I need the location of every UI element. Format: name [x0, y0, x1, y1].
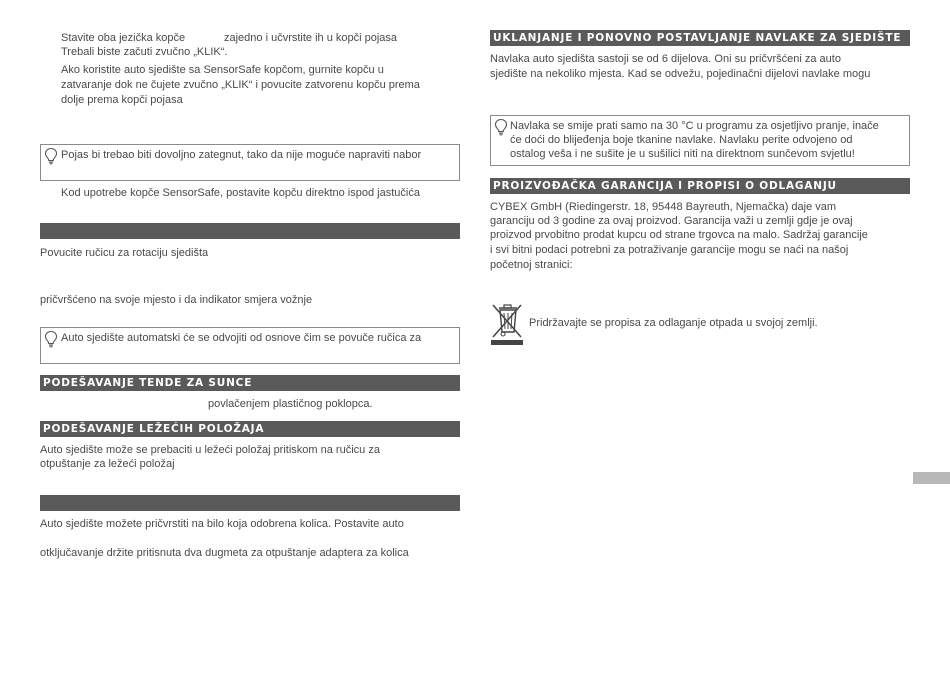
note-washing-line-2: će doći do blijeđenja boje tkanine navlake. Navlaku perite odvojeno od	[510, 134, 853, 146]
section-heading-cover-removal: UKLANJANJE I PONOVNO POSTAVLJANJE NAVLAKE ZA SJEDIŠTE	[490, 30, 910, 46]
left-paragraph-6: povlačenjem plastičnog poklopca.	[208, 398, 373, 410]
left-paragraph-7-line-2: otpuštanje za ležeći položaj	[40, 458, 175, 470]
right-paragraph-2-line-1: CYBEX GmbH (Riedingerstr. 18, 95448 Bayreuth, Njemačka) daje vam	[490, 201, 837, 213]
note-washing-line-1: Navlaka se smije prati samo na 30 °C u programu za osjetljivo pranje, inače	[510, 120, 879, 132]
left-paragraph-1-line-1a: Stavite oba jezička kopče	[61, 32, 186, 44]
right-paragraph-2-line-2: garanciju od 3 godine za ovaj proizvod. Garancija važi u zemlji gdje je ovaj	[490, 215, 853, 227]
note-box-base-release	[40, 327, 460, 364]
section-heading-sun-canopy: PODEŠAVANJE TENDE ZA SUNCE	[40, 375, 460, 391]
section-heading-bar-stroller	[40, 495, 460, 511]
right-paragraph-2-line-5: početnoj stranici:	[490, 259, 573, 271]
left-paragraph-2-line-1: Ako koristite auto sjedište sa SensorSafe kopčom, gurnite kopču u	[61, 64, 384, 76]
left-paragraph-9: otključavanje držite pritisnuta dva dugmeta za otpuštanje adaptera za kolica	[40, 547, 409, 559]
disposal-text: Pridržavajte se propisa za odlaganje otpada u svojoj zemlji.	[529, 317, 818, 329]
right-paragraph-1-line-1: Navlaka auto sjedišta sastoji se od 6 dijelova. Oni su pričvršćeni za auto	[490, 53, 841, 65]
note-base-release-text: Auto sjedište automatski će se odvojiti od osnove čim se povuče ručica za	[61, 332, 422, 344]
section-heading-bar-rotation	[40, 223, 460, 239]
note-box-belt	[40, 144, 460, 181]
crossed-out-wheelie-bin-icon	[490, 300, 524, 346]
right-paragraph-1-line-2: sjedište na nekoliko mjesta. Kad se odvežu, pojedinačni dijelovi navlake mogu	[490, 68, 871, 80]
page-edge-tab	[913, 472, 950, 484]
lightbulb-icon	[494, 118, 508, 136]
section-heading-warranty: PROIZVOĐAČKA GARANCIJA I PROPISI O ODLAGANJU	[490, 178, 910, 194]
left-paragraph-2-line-3: dolje prema kopči pojasa	[61, 94, 183, 106]
lightbulb-icon	[44, 330, 58, 348]
note-belt-text: Pojas bi trebao biti dovoljno zategnut, tako da nije moguće napraviti nabor	[61, 149, 422, 161]
left-paragraph-7-line-1: Auto sjedište može se prebaciti u ležeći položaj pritiskom na ručicu za	[40, 444, 380, 456]
note-washing-line-3: ostalog veša i ne sušite je u sušilici niti na direktnom sunčevom svjetlu!	[510, 148, 855, 160]
note-box-washing	[490, 115, 910, 166]
section-heading-reclining: PODEŠAVANJE LEŽEĆIH POLOŽAJA	[40, 421, 460, 437]
left-paragraph-1-line-2: Trebali biste začuti zvučno „KLIK“.	[61, 46, 228, 58]
left-paragraph-5: pričvršćeno na svoje mjesto i da indikator smjera vožnje	[40, 294, 313, 306]
left-paragraph-8: Auto sjedište možete pričvrstiti na bilo koja odobrena kolica. Postavite auto	[40, 518, 404, 530]
left-paragraph-3: Kod upotrebe kopče SensorSafe, postavite kopču direktno ispod jastučića	[61, 187, 420, 199]
right-paragraph-2-line-4: i svi bitni podaci potrebni za potraživanje garancije mogu se naći na našoj	[490, 244, 849, 256]
left-paragraph-4: Povucite ručicu za rotaciju sjedišta	[40, 247, 209, 259]
left-paragraph-2-line-2: zatvaranje dok ne čujete zvučno „KLIK“ i povucite zatvorenu kopču prema	[61, 79, 420, 91]
right-paragraph-2-line-3: proizvod prvobitno prodat kupcu od strane trgovca na malo. Sadržaj garancije	[490, 229, 868, 241]
left-paragraph-1-line-1b: zajedno i učvrstite ih u kopči pojasa	[224, 32, 398, 44]
lightbulb-icon	[44, 147, 58, 165]
